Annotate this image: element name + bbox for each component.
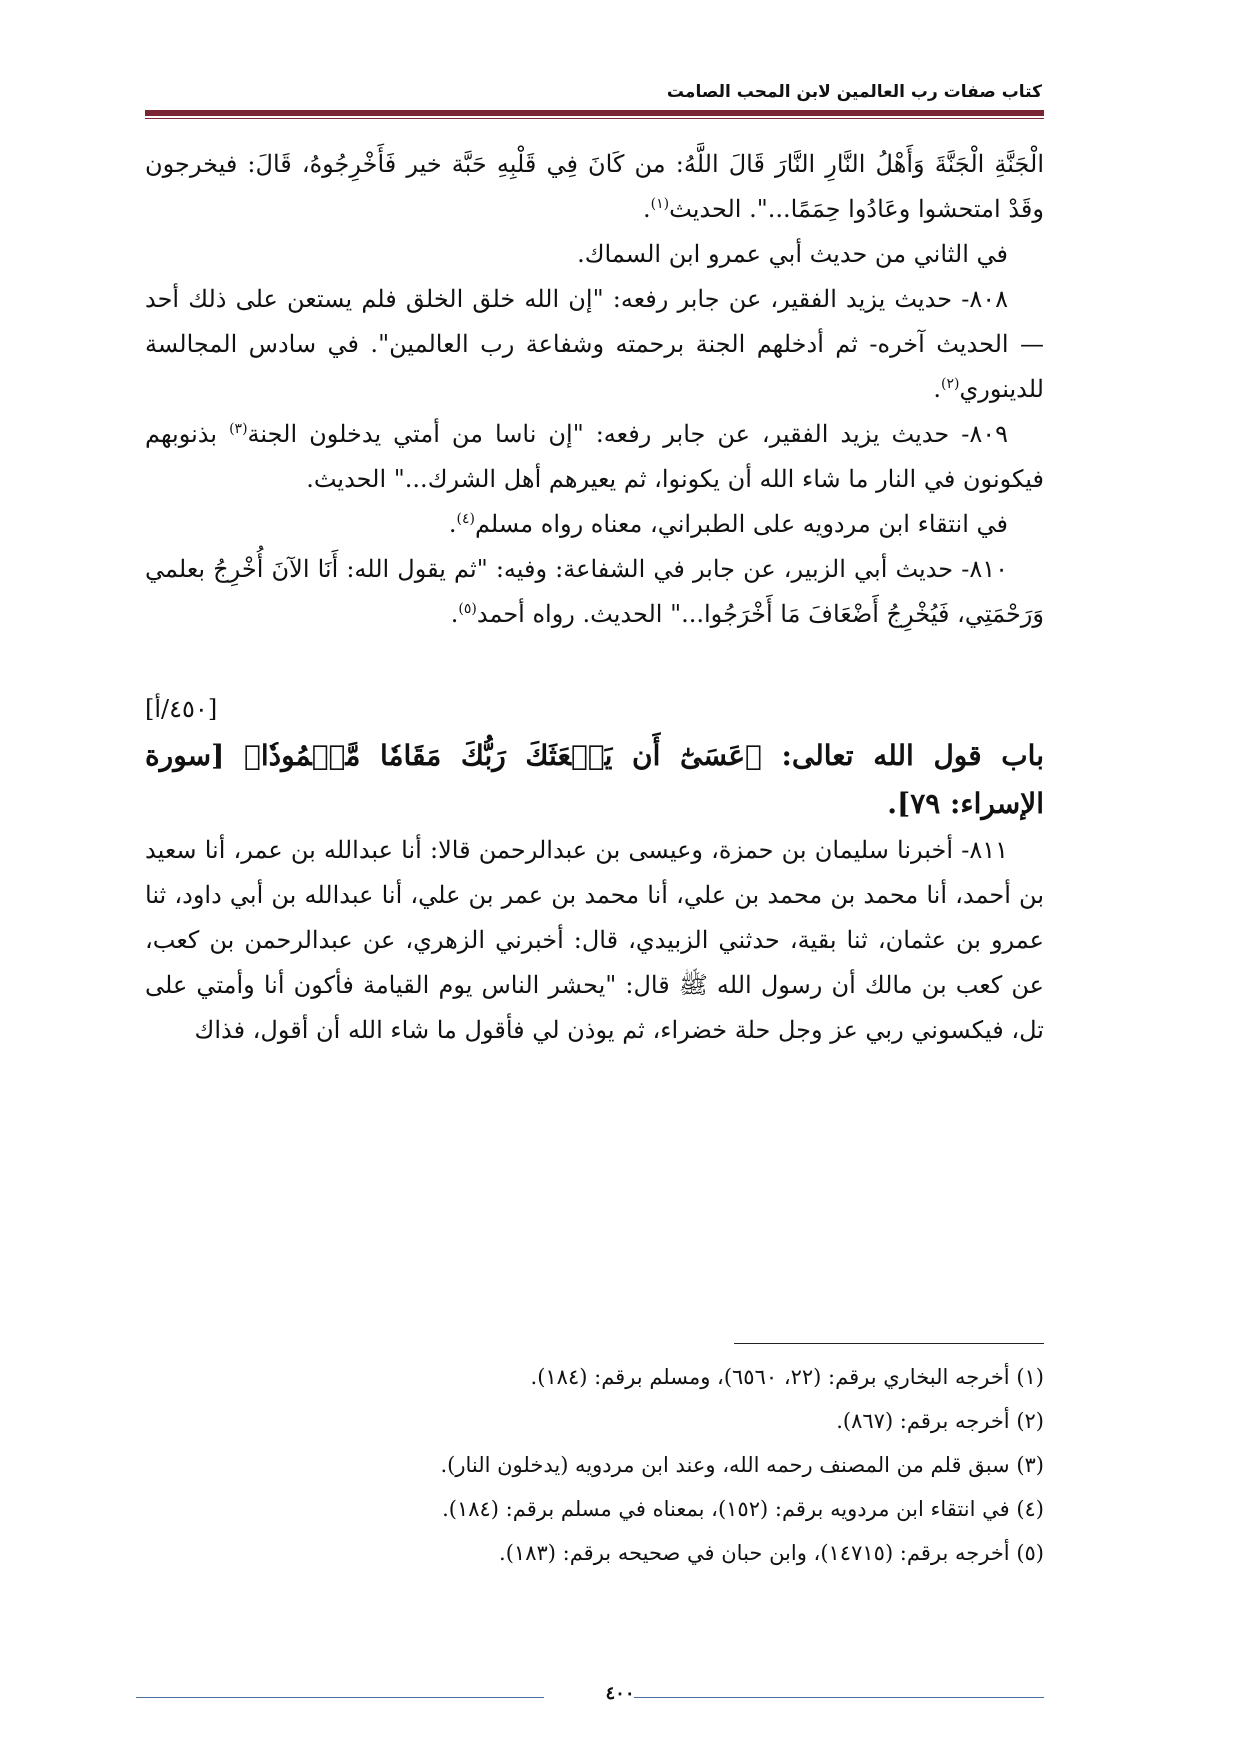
footnote-ref: (٥) <box>458 601 477 617</box>
paragraph-text: الْجَنَّةِ الْجَنَّةَ وَأَهْلُ النَّارِ النَّارَ قَالَ اللَّهُ: من كَانَ فِي قَلْبِهِ حَبَّة خير فَأَخْرِجُوهُ، قَالَ: فيخرجون وقَدْ امتحشوا وعَادُوا حِمَمًا...". الحديث <box>145 150 1044 223</box>
paragraph-text: ٨٠٨- حديث يزيد الفقير، عن جابر رفعه: "إن الله خلق الخلق فلم يستعن على ذلك أحد — الحديث آخره- ثم أدخلهم الجنة برحمته وشفاعة رب العالمين". في سادس المجالسة للدينوري <box>145 285 1044 403</box>
footnote: (١) أخرجه البخاري برقم: (٢٢، ٦٥٦٠)، ومسلم برقم: (١٨٤). <box>530 1365 1044 1389</box>
paragraph <box>145 277 1044 412</box>
footnote: (٢) أخرجه برقم: (٨٦٧). <box>836 1409 1044 1433</box>
page-number: ٤٠٠ <box>605 1683 635 1704</box>
paragraph-text: بذنوبهم فيكونون في النار ما شاء الله أن يكونوا، ثم يعيرهم أهل الشرك..." الحديث. <box>145 420 1044 493</box>
footnote-ref: (٣) <box>229 421 248 437</box>
manuscript-folio-marker: [٤٥٠/أ] <box>145 695 218 723</box>
punctuation: . <box>450 600 459 628</box>
footer-rule-right <box>634 1697 1044 1698</box>
header-rule <box>145 110 1044 116</box>
punctuation: . <box>448 510 457 538</box>
spacer <box>145 637 1044 687</box>
header-rule-thin <box>145 118 1044 119</box>
footnote: (٥) أخرجه برقم: (١٤٧١٥)، وابن حبان في صحيحه برقم: (١٨٣). <box>499 1541 1044 1565</box>
paragraph <box>145 547 1044 637</box>
paragraph-text: ٨١٠- حديث أبي الزبير، عن جابر في الشفاعة: وفيه: "ثم يقول الله: أَنَا الآنَ أُخْرِجُ بعلمي وَرَحْمَتِي، فَيُخْرِجُ أَضْعَافَ مَا أَخْرَجُوا..." الحديث. رواه أحمد <box>145 555 1044 628</box>
footnote-ref: (١) <box>650 196 670 212</box>
paragraph <box>145 502 1044 547</box>
paragraph <box>145 142 1044 232</box>
paragraph-text: في انتقاء ابن مردويه على الطبراني، معناه رواه مسلم <box>474 510 1008 538</box>
running-header: كتاب صفات رب العالمين لابن المحب الصامت <box>666 82 1042 102</box>
punctuation: . <box>933 375 941 403</box>
paragraph <box>145 412 1044 502</box>
paragraph: في الثاني من حديث أبي عمرو ابن السماك. <box>577 240 1008 268</box>
footnote: (٤) في انتقاء ابن مردويه برقم: (١٥٢)، بمعناه في مسلم برقم: (١٨٤). <box>442 1497 1044 1521</box>
footnote-separator <box>734 1343 1044 1344</box>
footnote-ref: (٤) <box>456 511 475 527</box>
footnote-ref: (٢) <box>940 376 960 392</box>
paragraph-text: ٨٠٩- حديث يزيد الفقير، عن جابر رفعه: "إن ناسا من أمتي يدخلون الجنة <box>247 420 1009 448</box>
footnotes <box>145 1355 1044 1575</box>
punctuation: . <box>643 195 651 223</box>
main-text <box>145 142 1044 1053</box>
chapter-heading: باب قول الله تعالى: ﴿عَسَىٰٓ أَن يَبۡعَثَكَ رَبُّكَ مَقَامٗا مَّحۡمُودٗا﴾ [سورة الإسراء: ٧٩]. <box>145 739 1044 820</box>
paragraph: ٨١١- أخبرنا سليمان بن حمزة، وعيسى بن عبدالرحمن قالا: أنا عبدالله بن عمر، أنا سعيد بن أحمد، أنا محمد بن محمد بن علي، أنا محمد بن عمر بن علي، أنا عبدالله بن أبي داود، ثنا عمرو بن عثمان، ثنا بقية، حدثني الزبيدي، قال: أخبرني الزهري، عن عبدالرحمن بن كعب، عن كعب بن مالك أن رسول الله ﷺ قال: "يحشر الناس يوم القيامة فأكون أنا وأمتي على تل، فيكسوني ربي عز وجل حلة خضراء، ثم يوذن لي فأقول ما شاء الله أن أقول، فذاك <box>145 836 1044 1044</box>
footnote: (٣) سبق قلم من المصنف رحمه الله، وعند ابن مردويه (يدخلون النار). <box>440 1453 1044 1477</box>
